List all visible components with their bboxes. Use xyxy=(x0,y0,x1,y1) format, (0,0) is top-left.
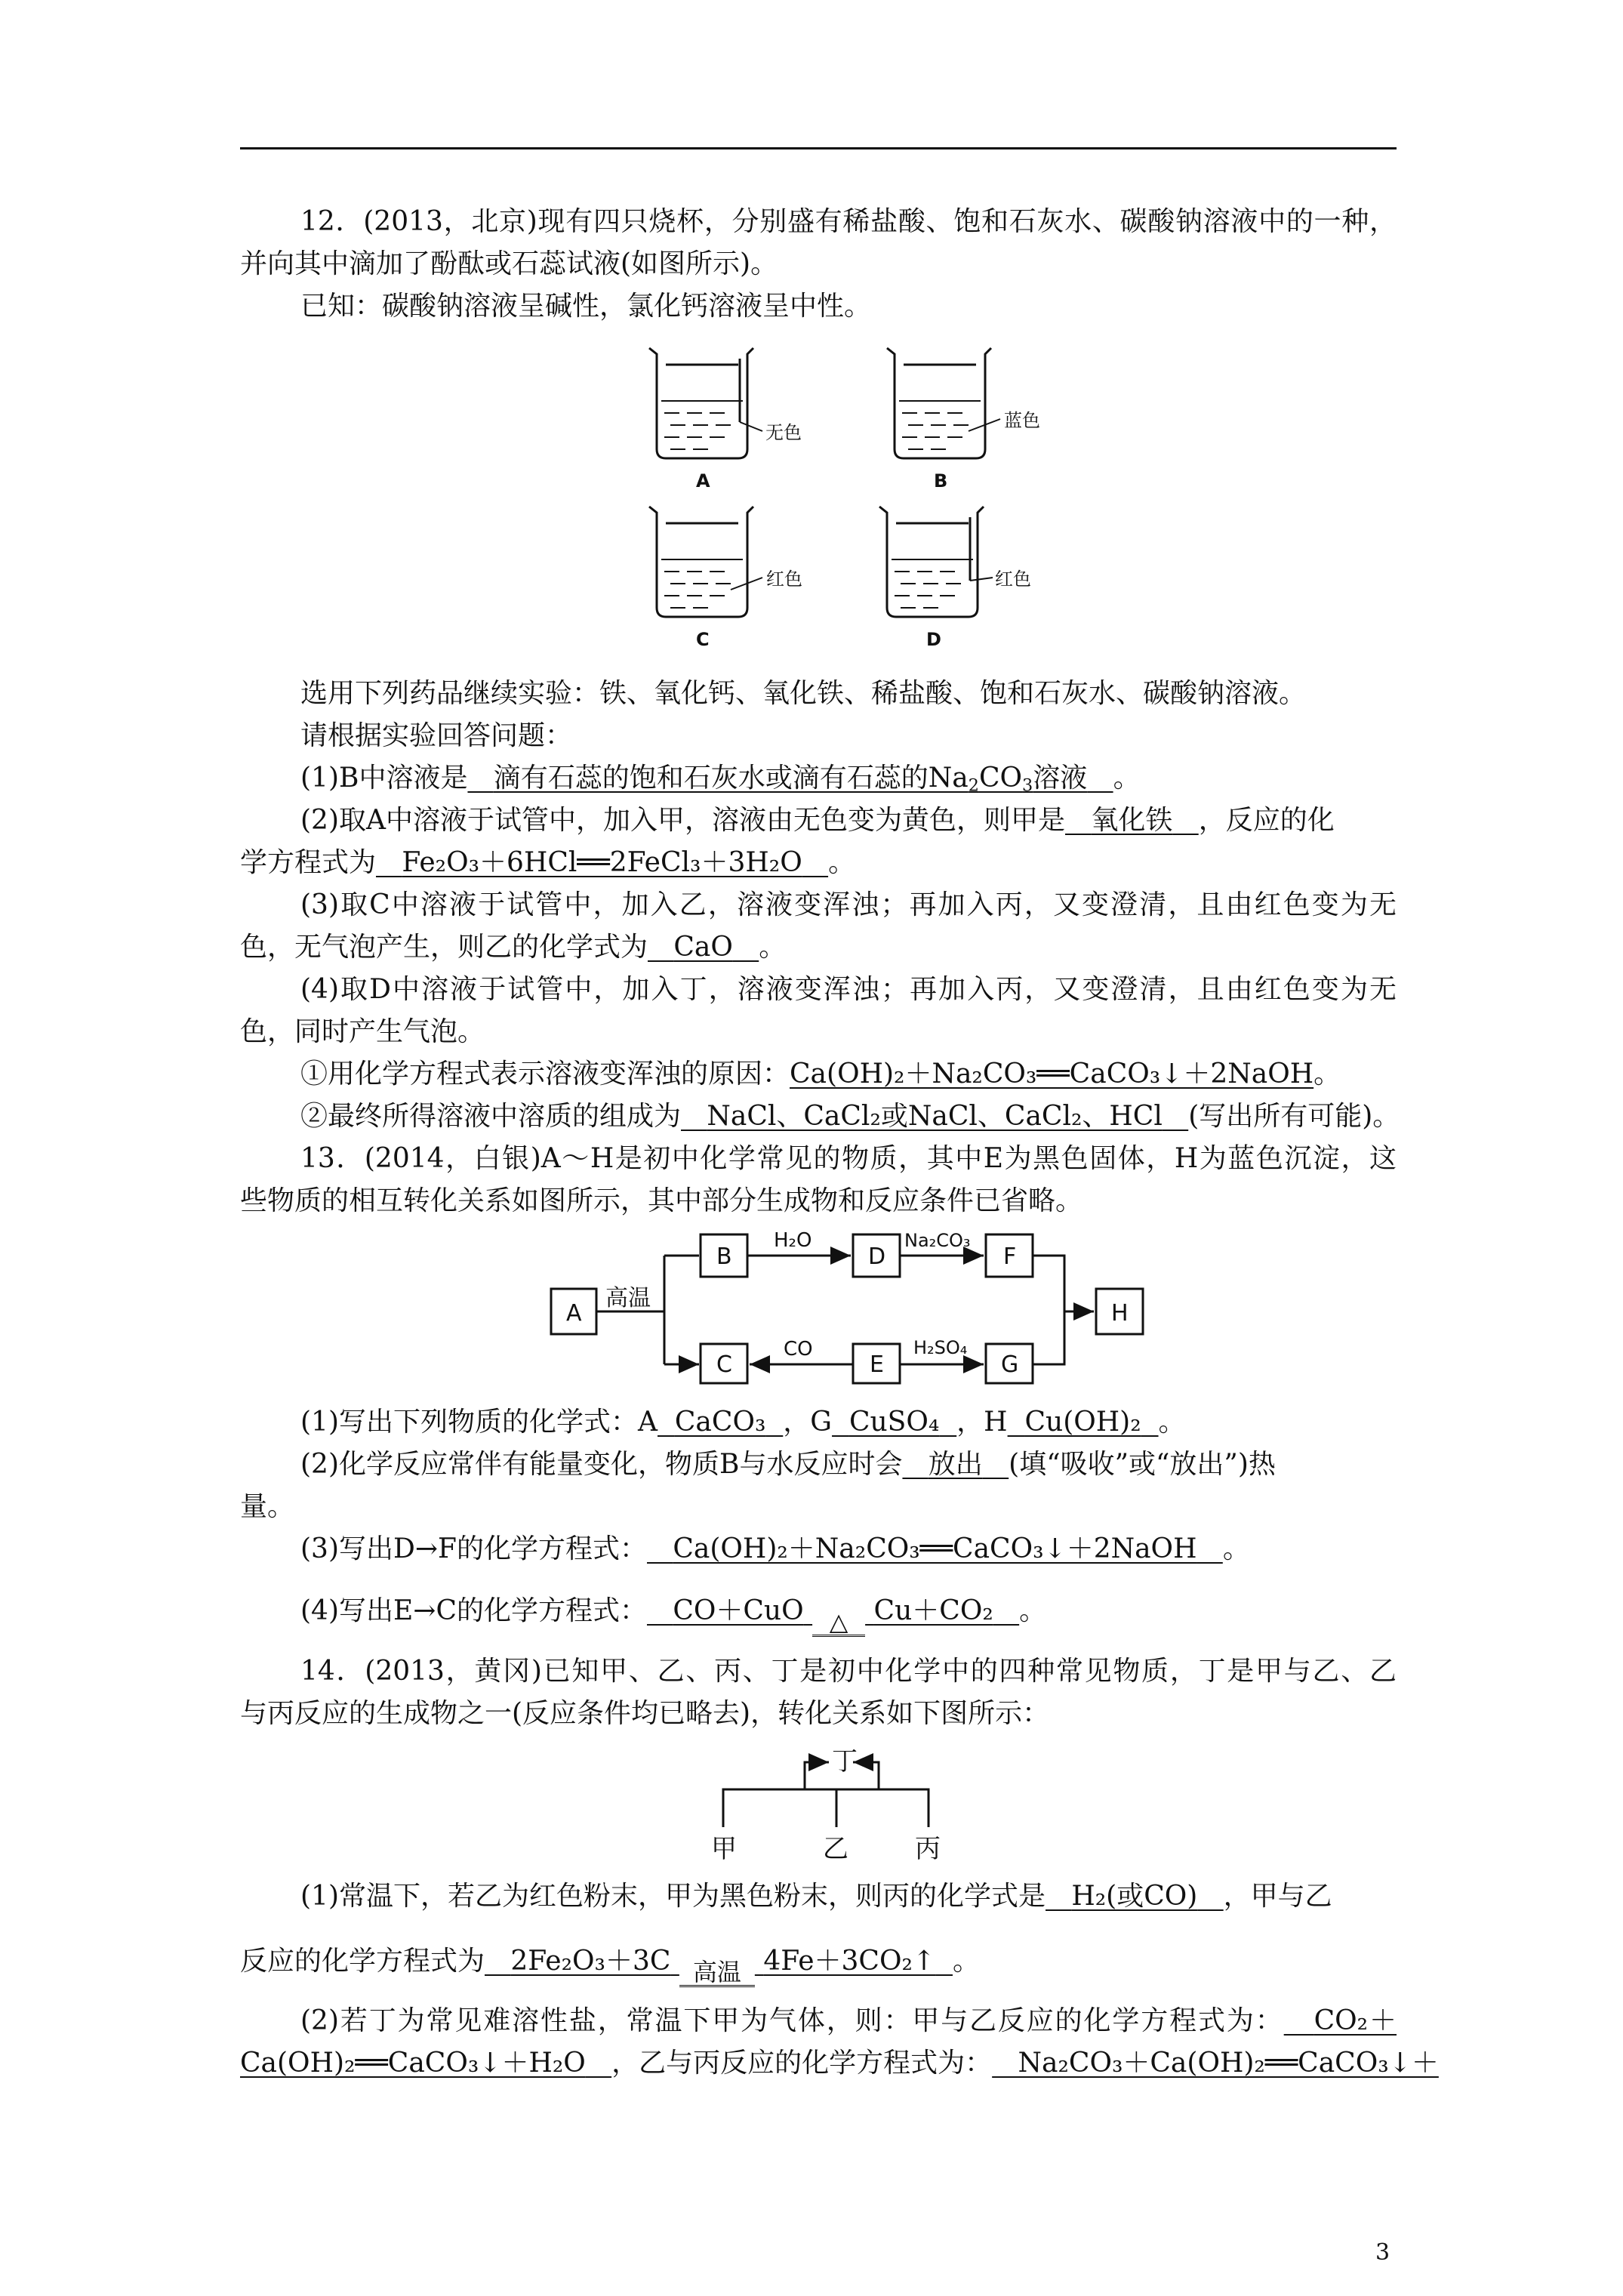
q13-diagram xyxy=(544,1227,1163,1385)
beaker-a-label: A xyxy=(696,470,710,492)
q12-part4-1: ①用化学方程式表示溶液变浑浊的原因：Ca(OH)₂＋Na₂CO₃══CaCO₃↓＋2NaOH。 xyxy=(300,1059,1341,1089)
node-jia: 甲 xyxy=(711,1834,737,1864)
q14-part2-b: Ca(OH)₂══CaCO₃↓＋H₂O ，乙与丙反应的化学方程式为： Na₂CO₃＋Ca(OH)₂══CaCO₃↓＋ xyxy=(240,2048,1439,2079)
beaker-d-color: 红色 xyxy=(995,569,1031,590)
q12-part3-b: 色，无气泡产生，则乙的化学式为 CaO 。 xyxy=(240,932,787,963)
beaker-c-label: C xyxy=(696,629,710,650)
beaker-a-color: 无色 xyxy=(765,422,802,443)
label-high-temp: 高温 xyxy=(605,1285,651,1311)
q12-part4-b: 色，同时产生气泡。 xyxy=(240,1016,485,1047)
q13-line-1: 13．(2014，白银)A～H是初中化学常见的物质，其中E为黑色固体，H为蓝色沉淀，这 xyxy=(300,1143,1397,1174)
q12-part4-2: ②最终所得溶液中溶质的组成为 NaCl、CaCl₂或NaCl、CaCl₂、HCl (写出所有可能)。 xyxy=(300,1101,1400,1132)
q12-known: 已知：碳酸钠溶液呈碱性，氯化钙溶液呈中性。 xyxy=(300,291,872,322)
beaker-d-label: D xyxy=(926,629,941,650)
q14-diagram xyxy=(702,1744,989,1865)
q12-part4-a: (4)取D中溶液于试管中，加入丁，溶液变浑浊；再加入丙，又变澄清，且由红色变为无 xyxy=(300,974,1397,1005)
label-h2o: H₂O xyxy=(774,1229,812,1252)
node-b: B xyxy=(716,1244,732,1270)
beaker-d xyxy=(879,507,993,617)
q14-part1-a: (1)常温下，若乙为红色粉末，甲为黑色粉末，则丙的化学式是 H₂(或CO) ，甲与乙 xyxy=(300,1881,1332,1912)
q13-part4: (4)写出E→C的化学方程式： CO＋CuO △ Cu＋CO₂ 。 xyxy=(300,1593,1397,1641)
q13-part3: (3)写出D→F的化学方程式： Ca(OH)₂＋Na₂CO₃══CaCO₃↓＋2NaOH 。 xyxy=(300,1533,1250,1564)
q13-line-2: 些物质的相互转化关系如图所示，其中部分生成物和反应条件已省略。 xyxy=(240,1185,1083,1216)
label-h2so4: H₂SO₄ xyxy=(913,1337,968,1358)
q13-part2-a: (2)化学反应常伴有能量变化，物质B与水反应时会 放出 (填“吸收”或“放出”)热 xyxy=(300,1449,1276,1480)
q12-reagents: 选用下列药品继续实验：铁、氧化钙、氧化铁、稀盐酸、饱和石灰水、碳酸钠溶液。 xyxy=(300,678,1307,709)
label-na2co3: Na₂CO₃ xyxy=(904,1230,971,1251)
node-f: F xyxy=(1003,1244,1017,1270)
node-g: G xyxy=(1001,1351,1019,1378)
page-number: 3 xyxy=(1375,2239,1390,2266)
node-bing: 丙 xyxy=(915,1834,941,1864)
node-h: H xyxy=(1111,1300,1129,1327)
q13-part2-b: 量。 xyxy=(240,1491,295,1522)
q12-part2-b: 学方程式为 Fe₂O₃＋6HCl══2FeCl₃＋3H₂O 。 xyxy=(240,847,856,878)
q14-line-2: 与丙反应的生成物之一(反应条件均已略去)，转化关系如下图所示： xyxy=(240,1698,1050,1729)
node-ding: 丁 xyxy=(832,1746,858,1777)
node-e: E xyxy=(870,1351,884,1378)
q13-part1: (1)写出下列物质的化学式：A CaCO₃ ，G CuSO₄ ，H Cu(OH)₂ 。 xyxy=(300,1407,1186,1438)
header-rule xyxy=(240,147,1397,149)
beakers-figure xyxy=(634,344,1057,661)
q12-part1: (1)B中溶液是 滴有石蕊的饱和石灰水或滴有石蕊的$Na_2CO_3$溶液 。 xyxy=(300,763,1141,796)
q14-part2-a: (2)若丁为常见难溶性盐，常温下甲为气体，则：甲与乙反应的化学方程式为： CO₂＋ xyxy=(300,2005,1397,2036)
beaker-b-color: 蓝色 xyxy=(1004,410,1040,431)
label-co: CO xyxy=(784,1338,813,1361)
q12-prompt: 请根据实验回答问题： xyxy=(300,720,573,751)
q12-line-2: 并向其中滴加了酚酞或石蕊试液(如图所示)。 xyxy=(240,248,778,279)
node-d: D xyxy=(868,1244,886,1270)
beaker-b xyxy=(887,348,1000,458)
beaker-b-label: B xyxy=(934,470,948,492)
q12-line-1: 12．(2013，北京)现有四只烧杯，分别盛有稀盐酸、饱和石灰水、碳酸钠溶液中的一种， xyxy=(300,206,1397,237)
node-a: A xyxy=(566,1300,582,1327)
q14-line-1: 14．(2013，黄冈)已知甲、乙、丙、丁是初中化学中的四种常见物质，丁是甲与乙、乙 xyxy=(300,1656,1397,1687)
node-yi: 乙 xyxy=(823,1834,848,1864)
beaker-c-color: 红色 xyxy=(766,569,802,590)
q14-part1-b: 反应的化学方程式为 2Fe₂O₃＋3C 高温 4Fe＋3CO₂↑ 。 xyxy=(240,1943,1397,1992)
beaker-c xyxy=(649,507,762,617)
node-c: C xyxy=(716,1351,732,1378)
q12-part2-a: (2)取A中溶液于试管中，加入甲，溶液由无色变为黄色，则甲是 氧化铁 ，反应的化 xyxy=(300,805,1335,836)
beaker-a xyxy=(649,348,762,458)
q12-part3-a: (3)取C中溶液于试管中，加入乙，溶液变浑浊；再加入丙，又变澄清，且由红色变为无 xyxy=(300,889,1397,920)
